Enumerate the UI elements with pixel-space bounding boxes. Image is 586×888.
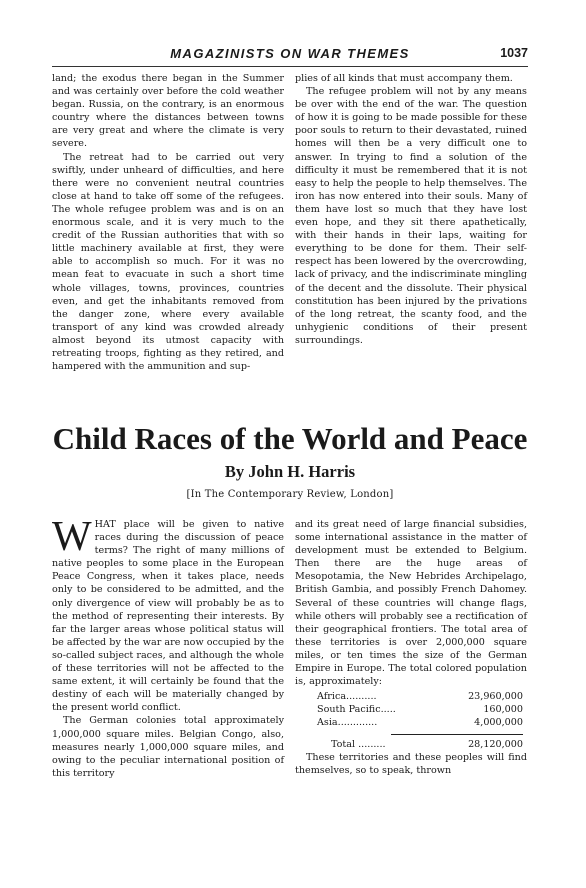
paragraph: The retreat had to be carried out very swiftly, under unheard of difficulties, and here there were no convenient neutral countries close at hand to take off some of the refugees. The whole refugee problem was and is on an enormous scale, and it is very much to the credit of the Russian authorities that with so little machinery available at first, they were able to accomplish so much. For it was no mean feat to evacuate in such a short time whole villages, towns, provinces, countries even, and get the inhabitants removed from the danger zone, where every available transport of any kind was crowded already almost beyond its utmost capacity with retreating troops, fighting as they retired, and hampered with the ammunition and sup-: [52, 151, 284, 373]
paragraph: plies of all kinds that must accompany them.: [295, 73, 513, 84]
page-number: 1037: [500, 46, 528, 60]
region-value: 160,000: [483, 704, 523, 716]
paragraph: The refugee problem will not by any means be over with the end of the war. The question of how it is going to be made possible for these poor souls to return to their devastated, ruined homes will then be a very difficult one to answer. In trying to find a solution of the difficulty it must be remembered that it is not easy to help the people to help themselves. The iron has now entered into their souls. Many of them have lost so much that they have lost even hope, and they sit there apathetically, with their hands in their laps, waiting for everything to be done for them. Their self-respect has been lowered by the overcrowding, lack of privacy, and the indiscriminate mingling of the decent and the dissolute. Their physical constitution has been injured by the privations of the long retreat, the scanty food, and the unhygienic conditions of their present surroundings.: [295, 86, 527, 346]
total-row: [295, 738, 527, 751]
total-label: Total .........: [331, 738, 386, 750]
running-title: MAGAZINISTS ON WAR THEMES: [170, 46, 410, 61]
drop-cap: W: [52, 514, 92, 560]
region-value: 23,960,000: [468, 691, 523, 703]
bottom-right-column: [295, 518, 527, 777]
article-byline: By John H. Harris: [224, 462, 356, 481]
table-row: [295, 716, 527, 729]
paragraph: The German colonies total approximately 1,000,000 square miles. Belgian Congo, also, measures nearly 1,000,000 square miles, and owing to the peculiar international position of this territory: [52, 715, 284, 779]
total-rule: [391, 734, 523, 735]
region-value: 4,000,000: [474, 717, 523, 729]
region-label: South Pacific.....: [317, 704, 396, 716]
paragraph: land; the exodus there began in the Summer and was certainly over before the cold weather began. Russia, on the contrary, is an enormous country where the distances between towns are very great and where the climate is very severe.: [52, 73, 284, 150]
region-label: Africa..........: [317, 691, 377, 703]
total-value: 28,120,000: [468, 738, 523, 750]
page-header: [52, 44, 528, 67]
table-row: [295, 703, 527, 716]
top-left-column: [52, 72, 284, 373]
table-row: [295, 690, 527, 703]
paragraph: and its great need of large financial subsidies, some international assistance in the matter of development must be extended to Belgium. Then there are the huge areas of Mesopotamia, the New Hebrides Archipelago, British Gambia, and possibly French Dahomey. Several of these countries will change flags, while others will probably see a rectification of their geographical frontiers. The total area of these territories is over 2,000,000 square miles, or ten times the size of the German Empire in Europe. The total colored population is, approximately:: [295, 519, 527, 688]
region-label: Asia.............: [317, 717, 378, 729]
paragraph: These territories and these peoples will find themselves, so to speak, thrown: [295, 751, 527, 776]
population-table: [295, 690, 527, 750]
article-source: [In The Contemporary Review, London]: [186, 489, 394, 500]
article-title: Child Races of the World and Peace: [52, 421, 528, 456]
bottom-left-column: [52, 514, 284, 780]
paragraph: [52, 514, 284, 714]
first-paragraph-text: HAT place will be given to native races during the discussion of peace terms? The right of many millions of native peoples to some place in the European Peace Congress, when it takes place, needs only to be considered to be admitted, and the only divergence of view will probably be as to the method of representing their interests. By far the larger areas whose political status will be affected by the war are now occupied by the so-called subject races, and although the whole of these territories will not be affected to the same extent, it will certainly be found that the destiny of each will be materially changed by the present world conflict.: [52, 519, 284, 714]
top-right-column: [295, 72, 527, 347]
